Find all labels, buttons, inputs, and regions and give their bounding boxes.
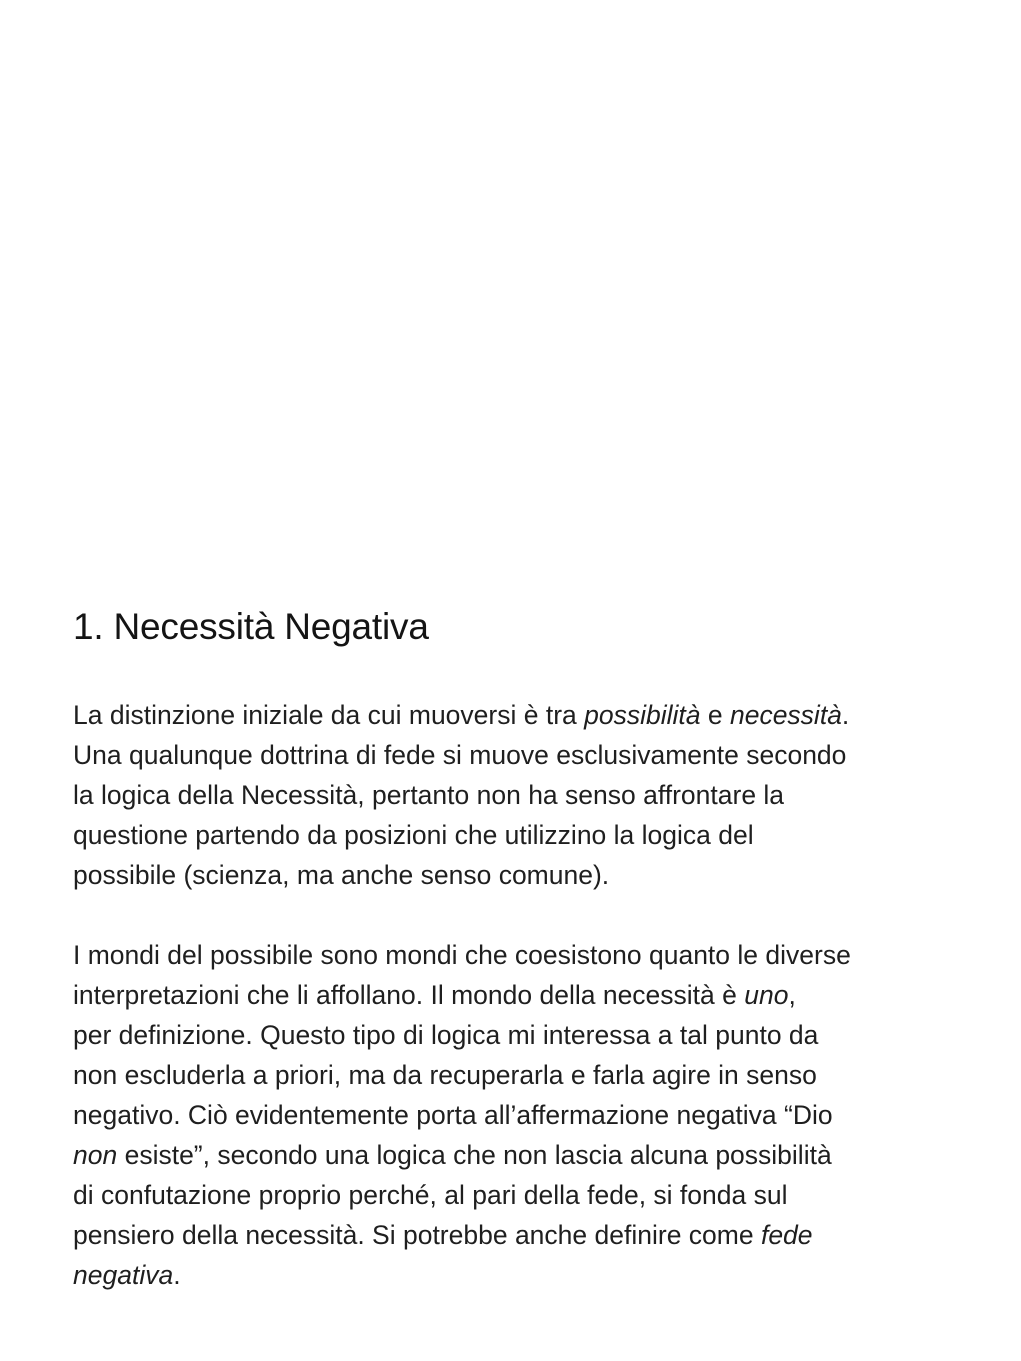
paragraph-line: negativo. Ciò evidentemente porta all’affermazione negativa “Dio [73, 1100, 833, 1130]
paragraph-line: I mondi del possibile sono mondi che coesistono quanto le diverse [73, 940, 851, 970]
text-run: pensiero della necessità. Si potrebbe anche definire come [73, 1220, 761, 1250]
text-run: esiste”, secondo una logica che non lascia alcuna possibilità [117, 1140, 832, 1170]
paragraph-line [73, 1255, 953, 1295]
italic-term-necessita: necessità [729, 700, 842, 730]
paragraph-line: questione partendo da posizioni che utilizzino la logica del [73, 820, 754, 850]
text-run: La distinzione iniziale da cui muoversi è tra [73, 700, 585, 730]
italic-term-non: non [73, 1140, 118, 1170]
paragraph-line [73, 695, 953, 735]
paragraph-1 [73, 695, 953, 895]
text-run: interpretazioni che li affollano. Il mondo della necessità è [73, 980, 745, 1010]
paragraph-line: la logica della Necessità, pertanto non ha senso affrontare la [73, 780, 785, 810]
paragraph-line: per definizione. Questo tipo di logica mi interessa a tal punto da [73, 1020, 819, 1050]
paragraph-line [73, 1135, 953, 1175]
italic-term-uno: uno [744, 980, 789, 1010]
section-negative-necessity [73, 603, 953, 1295]
italic-term-possibilita: possibilità [584, 700, 701, 730]
section-title: 1. Necessità Negativa [73, 606, 429, 647]
paragraph-line: possibile (scienza, ma anche senso comune). [73, 860, 610, 890]
paragraph-line: non escluderla a priori, ma da recuperarla e farla agire in senso [73, 1060, 817, 1090]
paragraph-line [73, 975, 953, 1015]
paragraph-2 [73, 935, 953, 1295]
paragraph-line [73, 1215, 953, 1255]
text-run: . [841, 700, 850, 730]
text-run: , [788, 980, 796, 1010]
italic-term-negativa: negativa [73, 1260, 174, 1290]
text-run: . [173, 1260, 181, 1290]
italic-term-fede: fede [760, 1220, 813, 1250]
paragraph-line: di confutazione proprio perché, al pari della fede, si fonda sul [73, 1180, 788, 1210]
text-run: e [700, 700, 730, 730]
paragraph-line: Una qualunque dottrina di fede si muove esclusivamente secondo [73, 740, 847, 770]
